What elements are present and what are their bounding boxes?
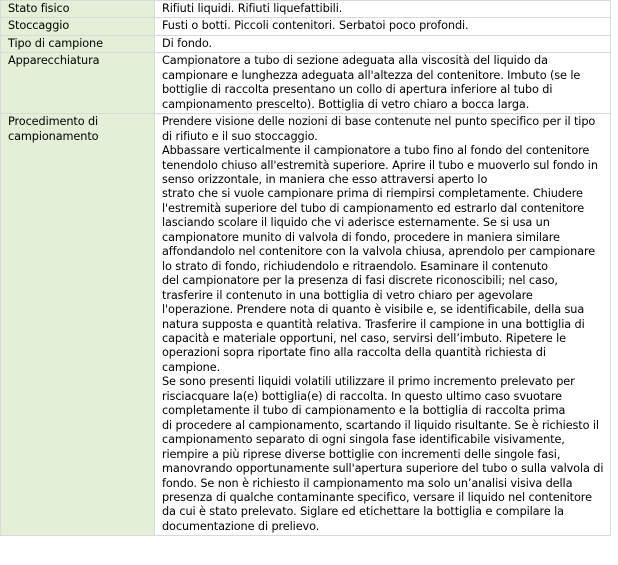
table-row — [1, 114, 611, 536]
row-label-tipo-di-campione — [1, 35, 155, 52]
row-value-procedimento-di-campionamento — [155, 114, 611, 536]
table-row — [1, 1, 611, 18]
value-paragraph: del campionatore per la presenza di fasi discrete riconoscibili; nel caso, trasferire il contenuto in una bottiglia di vetro chiaro per agevolare l'operazione. Prendere nota di quanto è visibile e, se identificabile, della sua natura supposta e quantità relativa. Trasferire il campione in una bottiglia di capacità e materiale opportuni, nel caso, servirsi dell’imbuto. Ripetere le operazioni sopra riportate fino alla raccolta della quantità richiesta di campione. — [162, 274, 585, 374]
row-value-stato-fisico — [155, 1, 611, 18]
row-value-apparecchiatura — [155, 53, 611, 114]
value-paragraph: Campionatore a tubo di sezione adeguata alla viscosità del liquido da campionare e lunghezza adeguata all'altezza del contenitore. Imbuto (se le bottiglie di raccolta presentano un collo di apertura inferiore al tubo di campionamento prescelto). Bottiglia di vetro chiaro a bocca larga. — [162, 54, 581, 111]
value-paragraph: di procedere al campionamento, scartando il liquido risultante. Se è richiesto il campionamento separato di ogni singola fase identificabile visivamente, riempire a più riprese diverse bottiglie con incrementi delle singole fasi, manovrando opportunamente sull'apertura superiore del tubo o sulla valvola di fondo. Se non è richiesto il campionamento ma solo un’analisi visiva della presenza di qualche contaminante specifico, versare il liquido nel contenitore da cui è stato prelevato. Siglare ed etichettare la bottiglia e compilare la documentazione di prelievo. — [162, 418, 604, 533]
label-text: Stoccaggio — [8, 19, 70, 33]
row-label-stoccaggio — [1, 18, 155, 35]
row-label-apparecchiatura — [1, 53, 155, 114]
label-text: Procedimento di campionamento — [8, 115, 99, 143]
value-paragraph: Se sono presenti liquidi volatili utilizzare il primo incremento prelevato per risciacquare la(e) bottiglia(e) di raccolta. In questo ultimo caso svuotare completamente il tubo di campionamento e la bottiglia di raccolta prima — [162, 375, 575, 418]
table-body — [1, 1, 611, 536]
table-row — [1, 18, 611, 35]
label-text: Stato fisico — [8, 2, 70, 15]
value-paragraph: strato che si vuole campionare prima di riempirsi completamente. Chiudere l'estremità superiore del tubo di campionamento ed estrarlo dal contenitore lasciando scolare il liquido che vi aderisce esternamente. Se si usa un campionatore munito di valvola di fondo, procedere in maniera similare affondandolo nel contenitore con la valvola chiusa, aprendolo per campionare lo strato di fondo, richiudendolo e ritraendolo. Esaminare il contenuto — [162, 187, 596, 273]
label-text: Apparecchiatura — [8, 54, 100, 68]
table-row — [1, 35, 611, 52]
value-paragraph: Rifiuti liquidi. Rifiuti liquefattibili. — [162, 2, 343, 15]
value-paragraph: Di fondo. — [162, 36, 212, 50]
row-label-procedimento-di-campionamento — [1, 114, 155, 536]
value-paragraph: Prendere visione delle nozioni di base contenute nel punto specifico per il tipo di rifiuto e il suo stoccaggio. — [162, 115, 596, 143]
row-value-tipo-di-campione — [155, 35, 611, 52]
label-text: Tipo di campione — [8, 36, 103, 50]
row-value-stoccaggio — [155, 18, 611, 35]
row-label-stato-fisico — [1, 1, 155, 18]
table-row — [1, 53, 611, 114]
value-paragraph: Abbassare verticalmente il campionatore a tubo fino al fondo del contenitore tenendolo chiuso all'estremità superiore. Aprire il tubo e muoverlo sul fondo in senso orizzontale, in maniera che esso attraversi aperto lo — [162, 144, 598, 186]
value-paragraph: Fusti o botti. Piccoli contenitori. Serbatoi poco profondi. — [162, 19, 469, 33]
